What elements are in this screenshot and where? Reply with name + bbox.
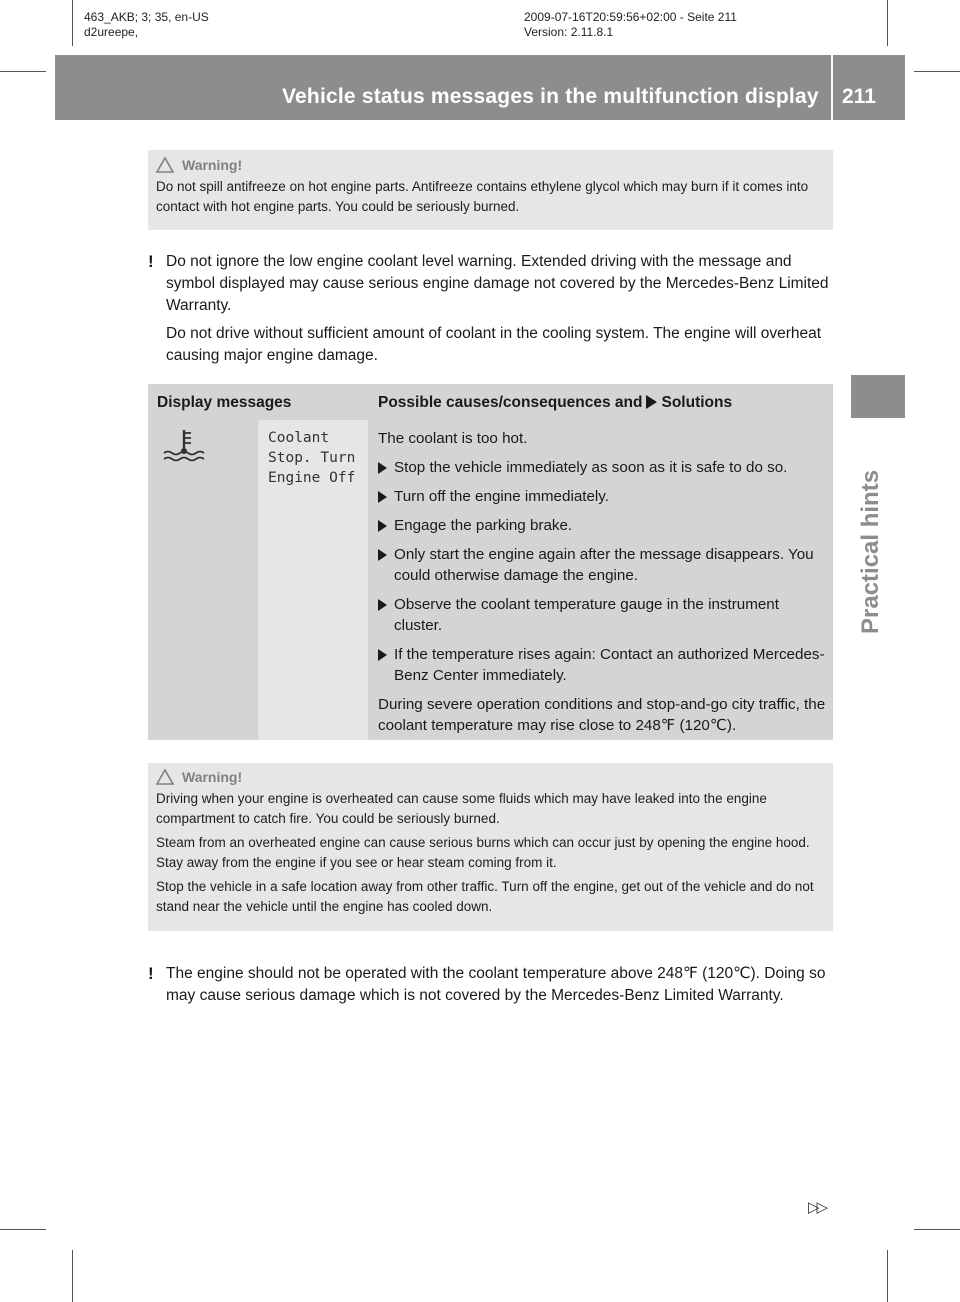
solution-step [378, 644, 830, 686]
step-arrow-icon [378, 649, 387, 661]
note-coolant-level [148, 251, 838, 373]
page-number: 211 [842, 85, 876, 108]
cause-text: The coolant is too hot. [378, 430, 528, 447]
coolant-temperature-icon [158, 428, 210, 464]
warning-text: Do not spill antifreeze on hot engine parts. Antifreeze contains ethylene glycol which may burn if it comes into contact with hot engine parts. You could be seriously burned. [156, 179, 809, 214]
solution-step [378, 544, 830, 586]
crop-mark [914, 1229, 960, 1230]
note-paragraph: Do not ignore the low engine coolant level warning. Extended driving with the message and symbol displayed may cause serious engine damage not covered by the Mercedes-Benz Limited Warranty. [166, 253, 829, 314]
print-meta-right-line1: 2009-07-16T20:59:56+02:00 - Seite 211 [524, 10, 737, 24]
note-paragraph: The engine should not be operated with the coolant temperature above 248℉ (120℃). Doing so may cause serious damage which is not covered by the Mercedes-Benz Limited Warranty. [166, 965, 826, 1004]
warning-heading: Warning! [182, 157, 243, 173]
step-arrow-icon [378, 520, 387, 532]
solution-step-text: If the temperature rises again: Contact an authorized Mercedes-Benz Center immediately. [394, 646, 825, 684]
column-header-causes [378, 394, 732, 412]
note-text: During severe operation conditions and stop-and-go city traffic, the coolant temperature may rise close to 248℉ (120℃). [378, 696, 826, 734]
solution-step [378, 457, 830, 478]
solution-step [378, 594, 830, 636]
step-arrow-icon [378, 462, 387, 474]
solution-step-text: Turn off the engine immediately. [394, 488, 609, 505]
warning-paragraph: Stop the vehicle in a safe location away from other traffic. Turn off the engine, get out of the vehicle and do not stand near the vehicle until the engine has cooled down. [156, 879, 814, 914]
column-header-solutions-text: Solutions [661, 394, 733, 411]
caution-marker: ! [148, 252, 154, 271]
side-tab-marker [851, 375, 905, 418]
print-meta-right-line2: Version: 2.11.8.1 [524, 25, 614, 39]
solutions-content [378, 428, 830, 736]
column-header-causes-text: Possible causes/consequences and [378, 394, 643, 411]
crop-mark [72, 1250, 73, 1302]
solution-step-text: Stop the vehicle immediately as soon as it is safe to do so. [394, 459, 788, 476]
print-meta-left [84, 10, 209, 40]
continue-arrows-icon: ▷▷ [808, 1199, 826, 1216]
step-arrow-icon [378, 599, 387, 611]
note-paragraph: Do not drive without sufficient amount of coolant in the cooling system. The engine will overheat causing major engine damage. [166, 325, 822, 364]
solution-step-text: Observe the coolant temperature gauge in the instrument cluster. [394, 596, 779, 634]
warning-heading-row [156, 157, 833, 173]
warning-box-overheating [148, 763, 833, 931]
warning-triangle-icon [156, 157, 174, 173]
crop-mark [914, 71, 960, 72]
step-arrow-icon [378, 549, 387, 561]
display-message-text: Coolant Stop. Turn Engine Off [268, 430, 356, 486]
print-meta-left-line2: d2ureepe, [84, 25, 139, 39]
crop-mark [72, 0, 73, 46]
arrow-icon [646, 395, 657, 409]
page-title: Vehicle status messages in the multifunction display [282, 85, 819, 108]
column-header-display-messages: Display messages [157, 394, 292, 411]
print-meta-left-line1: 463_AKB; 3; 35, en-US [84, 10, 209, 24]
solution-step [378, 486, 830, 507]
print-meta-right [524, 10, 737, 40]
step-arrow-icon [378, 491, 387, 503]
warning-heading: Warning! [182, 769, 243, 785]
side-tab-label: Practical hints [857, 469, 884, 634]
crop-mark [887, 0, 888, 46]
warning-box-antifreeze [148, 150, 833, 230]
header-divider [831, 55, 833, 120]
solution-step-text: Engage the parking brake. [394, 517, 573, 534]
crop-mark [887, 1250, 888, 1302]
caution-marker: ! [148, 964, 154, 983]
crop-mark [0, 71, 46, 72]
table-cell-symbol [148, 420, 258, 740]
warning-paragraph: Steam from an overheated engine can cause serious burns which can occur just by opening the engine hood. Stay away from the engine if you see or hear steam coming from it. [156, 835, 810, 870]
crop-mark [0, 1229, 46, 1230]
note-coolant-temperature [148, 963, 838, 1013]
warning-paragraph: Driving when your engine is overheated can cause some fluids which may have leaked into the engine compartment to catch fire. You could be seriously burned. [156, 791, 767, 826]
warning-heading-row [156, 769, 833, 785]
warning-triangle-icon [156, 769, 174, 785]
table-header-row [148, 384, 833, 420]
solution-step [378, 515, 830, 536]
solution-step-text: Only start the engine again after the message disappears. You could otherwise damage the engine. [394, 546, 814, 584]
